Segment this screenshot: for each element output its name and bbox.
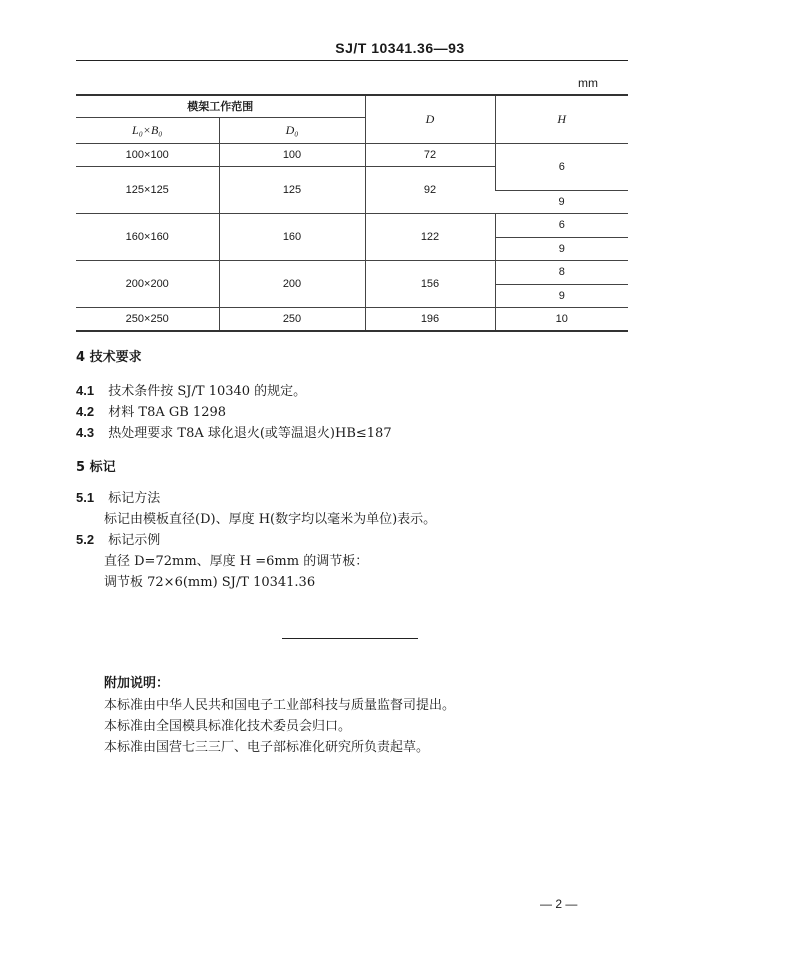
cell-l0b0: 125×125: [76, 167, 219, 214]
clause-title: 标记示例: [108, 533, 161, 548]
cell-d0: 250: [219, 308, 365, 332]
clause-text: 热处理要求 T8A 球化退火(或等温退火)HB≤187: [108, 426, 392, 441]
cell-d: 196: [365, 308, 495, 332]
appendix-title: 附加说明：: [104, 676, 170, 691]
group-header: 模架工作范围: [76, 95, 365, 117]
cell-l0b0: 250×250: [76, 308, 219, 332]
clause-title: 标记方法: [108, 491, 161, 506]
cell-d: 92: [365, 167, 495, 214]
col-header-h: H: [495, 95, 628, 143]
unit-label: mm: [578, 76, 598, 90]
section-4-title: 4 技术要求: [76, 350, 142, 365]
clause-4-3: [76, 422, 392, 441]
clause-number: 4.2: [76, 404, 95, 419]
cell-h: 10: [495, 308, 628, 332]
cell-h: 9: [495, 190, 628, 214]
section-5-title: 5 标记: [76, 460, 116, 475]
clause-text: 技术条件按 SJ/T 10340 的规定。: [108, 384, 307, 399]
appendix-line: 本标准由全国模具标准化技术委员会归口。: [104, 719, 352, 734]
cell-d0: 125: [219, 167, 365, 214]
cell-d0: 160: [219, 214, 365, 261]
appendix-line: 本标准由国营七三三厂、电子部标准化研究所负责起草。: [104, 740, 430, 755]
col-header-d0: D₀: [219, 117, 365, 143]
table-row: [76, 308, 628, 332]
cell-d: 72: [365, 143, 495, 167]
cell-d0: 100: [219, 143, 365, 167]
clause-number: 5.1: [76, 490, 95, 505]
clause-text: 材料 T8A GB 1298: [108, 405, 227, 420]
clause-5-2: [76, 529, 160, 548]
clause-4-2: [76, 401, 226, 420]
cell-d0: 200: [219, 261, 365, 308]
cell-l0b0: 100×100: [76, 143, 219, 167]
cell-h: 8: [495, 261, 628, 285]
end-separator: [282, 638, 418, 639]
table-row: [76, 143, 628, 167]
clause-5-2-body-1: 直径 D=72mm、厚度 H =6mm 的调节板：: [104, 554, 369, 569]
clause-5-1: [76, 487, 160, 506]
clause-4-1: [76, 380, 306, 399]
cell-d: 156: [365, 261, 495, 308]
table-row: [76, 261, 628, 285]
clause-number: 4.3: [76, 425, 95, 440]
cell-h: 6: [495, 143, 628, 190]
appendix-line: 本标准由中华人民共和国电子工业部科技与质量监督司提出。: [104, 698, 456, 713]
cell-l0b0: 200×200: [76, 261, 219, 308]
spec-table: [76, 94, 628, 332]
col-header-l0b0: L₀×B₀: [76, 117, 219, 143]
header-rule: [76, 60, 628, 61]
clause-number: 5.2: [76, 532, 95, 547]
clause-number: 4.1: [76, 383, 95, 398]
clause-5-2-body-2: 调节板 72×6(mm) SJ/T 10341.36: [104, 575, 316, 590]
cell-d: 122: [365, 214, 495, 261]
clause-5-1-body: 标记由模板直径(D)、厚度 H(数字均以毫米为单位)表示。: [104, 512, 437, 527]
col-header-d: D: [365, 95, 495, 143]
page-number: — 2 —: [540, 897, 578, 911]
table-row: [76, 214, 628, 238]
cell-h: 9: [495, 284, 628, 308]
cell-l0b0: 160×160: [76, 214, 219, 261]
standard-code-header: SJ/T 10341.36—93: [335, 40, 465, 56]
cell-h: 6: [495, 214, 628, 238]
cell-h: 9: [495, 237, 628, 261]
